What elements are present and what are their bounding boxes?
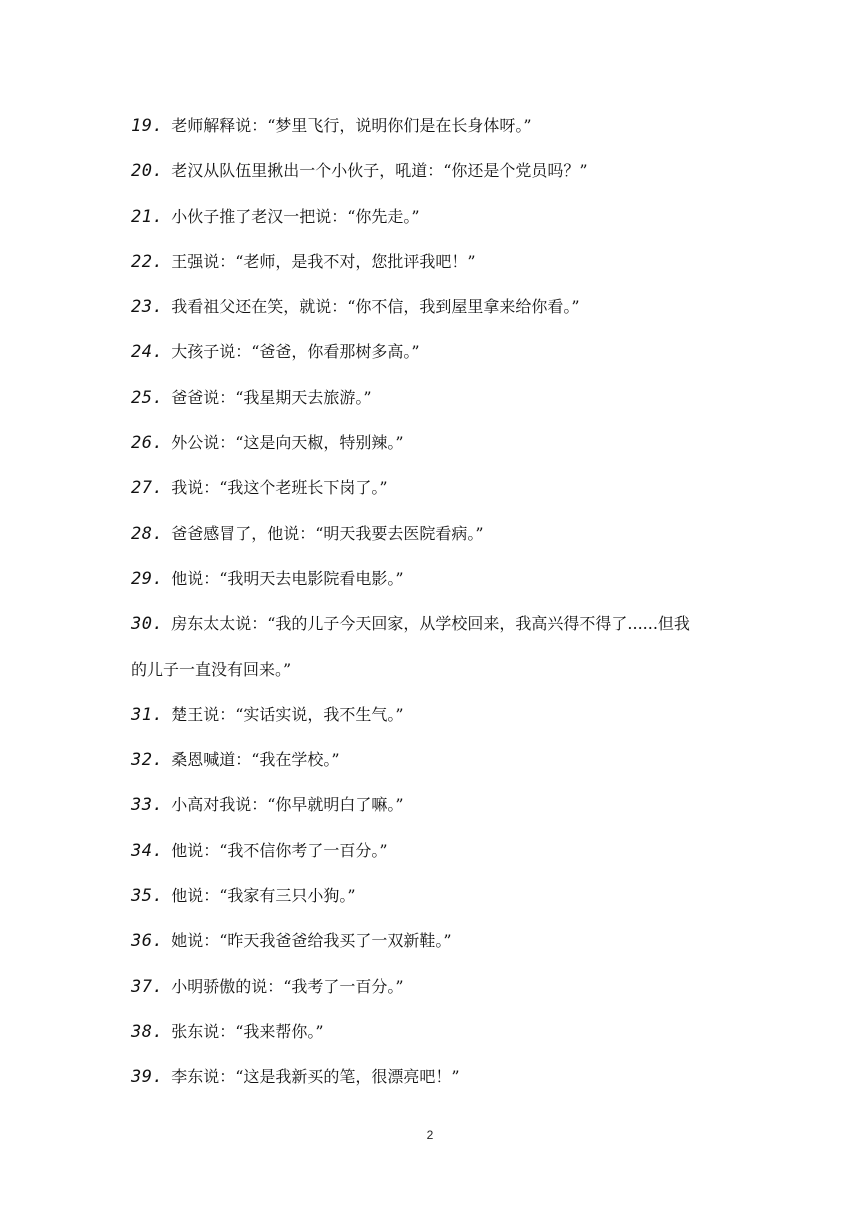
item-text: 爸爸感冒了，他说：“明天我要去医院看病。” — [171, 523, 484, 543]
page-number: 2 — [426, 1128, 434, 1142]
list-item — [131, 882, 751, 927]
list-item — [131, 746, 751, 791]
item-number: 33. — [131, 795, 164, 816]
sentence-list — [131, 112, 751, 1109]
item-text-continuation: 的儿子一直没有回来。” — [131, 659, 292, 679]
item-number: 38. — [131, 1021, 164, 1042]
item-text: 爸爸说：“我星期天去旅游。” — [171, 387, 372, 407]
item-text: 小高对我说：“你早就明白了嘛。” — [171, 795, 404, 815]
item-number: 27. — [131, 478, 164, 499]
list-item — [131, 837, 751, 882]
item-number: 25. — [131, 387, 164, 408]
item-text: 王强说：“老师，是我不对，您批评我吧！” — [171, 251, 476, 271]
list-item — [131, 927, 751, 972]
item-number: 39. — [131, 1067, 164, 1088]
item-text: 小伙子推了老汉一把说：“你先走。” — [171, 206, 420, 226]
list-item — [131, 474, 751, 519]
item-number: 26. — [131, 433, 164, 454]
list-item — [131, 338, 751, 383]
item-number: 28. — [131, 523, 164, 544]
item-text: 我看祖父还在笑，就说：“你不信，我到屋里拿来给你看。” — [171, 297, 580, 317]
item-text: 他说：“我不信你考了一百分。” — [171, 840, 388, 860]
item-text: 张东说：“我来帮你。” — [171, 1021, 324, 1041]
item-number: 32. — [131, 750, 164, 771]
item-number: 35. — [131, 886, 164, 907]
list-item — [131, 293, 751, 338]
item-number: 29. — [131, 568, 164, 589]
list-item — [131, 1063, 751, 1108]
list-item — [131, 791, 751, 836]
item-text: 我说：“我这个老班长下岗了。” — [171, 478, 388, 498]
list-item — [131, 384, 751, 429]
item-number: 37. — [131, 976, 164, 997]
item-number: 20. — [131, 161, 164, 182]
item-text: 大孩子说：“爸爸，你看那树多高。” — [171, 342, 420, 362]
list-item — [131, 565, 751, 610]
item-text: 外公说：“这是向天椒，特别辣。” — [171, 433, 404, 453]
item-number: 24. — [131, 342, 164, 363]
list-item — [131, 973, 751, 1018]
list-item — [131, 429, 751, 474]
item-text: 桑恩喊道：“我在学校。” — [171, 750, 340, 770]
item-number: 21. — [131, 206, 164, 227]
item-text: 房东太太说：“我的儿子今天回家，从学校回来，我高兴得不得了......但我 — [171, 614, 690, 634]
item-text: 老汉从队伍里揪出一个小伙子，吼道：“你还是个党员吗？” — [171, 161, 588, 181]
item-number: 31. — [131, 704, 164, 725]
item-text: 她说：“昨天我爸爸给我买了一双新鞋。” — [171, 931, 452, 951]
item-text: 李东说：“这是我新买的笔，很漂亮吧！” — [171, 1067, 460, 1087]
list-item — [131, 112, 751, 157]
item-number: 22. — [131, 251, 164, 272]
item-text: 小明骄傲的说：“我考了一百分。” — [171, 976, 404, 996]
item-number: 19. — [131, 116, 164, 136]
list-item-continuation — [131, 656, 751, 701]
list-item — [131, 248, 751, 293]
list-item — [131, 520, 751, 565]
list-item — [131, 203, 751, 248]
item-number: 23. — [131, 297, 164, 318]
item-number: 30. — [131, 614, 164, 635]
list-item — [131, 1018, 751, 1063]
item-number: 36. — [131, 931, 164, 952]
item-text: 他说：“我明天去电影院看电影。” — [171, 568, 404, 588]
item-text: 他说：“我家有三只小狗。” — [171, 886, 356, 906]
item-text: 楚王说：“实话实说，我不生气。” — [171, 704, 404, 724]
item-text: 老师解释说：“梦里飞行，说明你们是在长身体呀。” — [171, 116, 532, 135]
item-number: 34. — [131, 840, 164, 861]
list-item — [131, 701, 751, 746]
list-item — [131, 610, 751, 655]
list-item — [131, 157, 751, 202]
